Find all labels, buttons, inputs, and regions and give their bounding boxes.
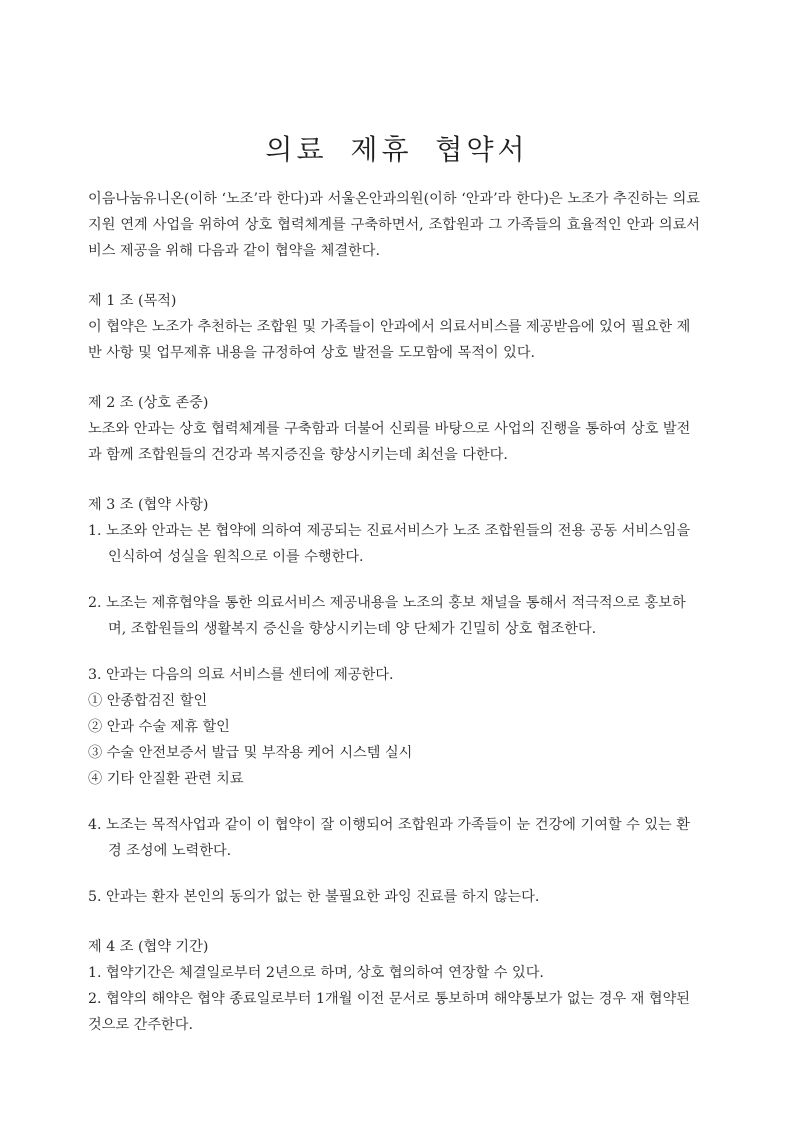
article-4-heading: 제 4 조 (협약 기간) — [88, 939, 209, 955]
article-3-item-1: 1. 노조와 안과는 본 협약에 의하여 제공되는 진료서비스가 노조 조합원들의 전용 공동 서비스임을 인식하여 성실을 원칙으로 이를 수행한다. — [88, 523, 691, 565]
service-item: ① 안종합검진 할인 — [88, 693, 208, 709]
article-4-item-2: 2. 협약의 해약은 협약 종료일로부터 1개월 이전 문서로 통보하며 해약통보가 없는 경우 재 협약된 것으로 간주한다. — [88, 991, 690, 1033]
spacer — [88, 792, 700, 812]
article-4-item-1: 1. 협약기간은 체결일로부터 2년으로 하며, 상호 협의하여 연장할 수 있다. — [88, 965, 544, 981]
article-3-item-4: 4. 노조는 목적사업과 같이 이 협약이 잘 이행되어 조합원과 가족들이 눈 건강에 기여할 수 있는 환경 조성에 노력한다. — [88, 817, 690, 859]
spacer — [88, 864, 700, 884]
document-content — [88, 186, 700, 1038]
article-3-item-3: 3. 안과는 다음의 의료 서비스를 센터에 제공한다. — [88, 667, 394, 683]
service-item: ② 안과 수술 제휴 할인 — [88, 719, 230, 735]
document-title: 의료 제휴 협약서 — [265, 133, 529, 166]
article-3-heading: 제 3 조 (협약 사항) — [88, 497, 209, 513]
intro-paragraph: 이음나눔유니온(이하 ‘노조’라 한다)과 서울온안과의원(이하 ‘안과’라 한다)은 노조가 추진하는 의료지원 연계 사업을 위하여 상호 협력체계를 구축하면서, 조합원과 그 가족들의 효율적인 안과 의료서비스 제공을 위해 다음과 같이 협약을 체결한다. — [88, 191, 700, 259]
spacer — [88, 642, 700, 662]
article-2-body: 노조와 안과는 상호 협력체계를 구축함과 더불어 신뢰를 바탕으로 사업의 진행을 통하여 상호 발전과 함께 조합원들의 건강과 복지증진을 향상시키는데 최선을 다한다. — [88, 421, 691, 463]
article-3-item-5: 5. 안과는 환자 본인의 동의가 없는 한 불필요한 과잉 진료를 하지 않는다. — [88, 889, 540, 905]
article-1-heading: 제 1 조 (목적) — [88, 293, 177, 309]
article-2-heading: 제 2 조 (상호 존중) — [88, 395, 209, 411]
article-1-body: 이 협약은 노조가 추천하는 조합원 및 가족들이 안과에서 의료서비스를 제공받음에 있어 필요한 제반 사항 및 업무제휴 내용을 규정하여 상호 발전을 도모함에 목적이 있다. — [88, 319, 691, 361]
article-3-item-2: 2. 노조는 제휴협약을 통한 의료서비스 제공내용을 노조의 홍보 채널을 통해서 적극적으로 홍보하며, 조합원들의 생활복지 증신을 향상시키는데 양 단체가 긴밀히 상호 협조한다. — [88, 595, 686, 637]
service-item: ③ 수술 안전보증서 발급 및 부작용 케어 시스템 실시 — [88, 745, 413, 761]
service-item: ④ 기타 안질환 관련 치료 — [88, 771, 244, 787]
spacer — [88, 570, 700, 590]
